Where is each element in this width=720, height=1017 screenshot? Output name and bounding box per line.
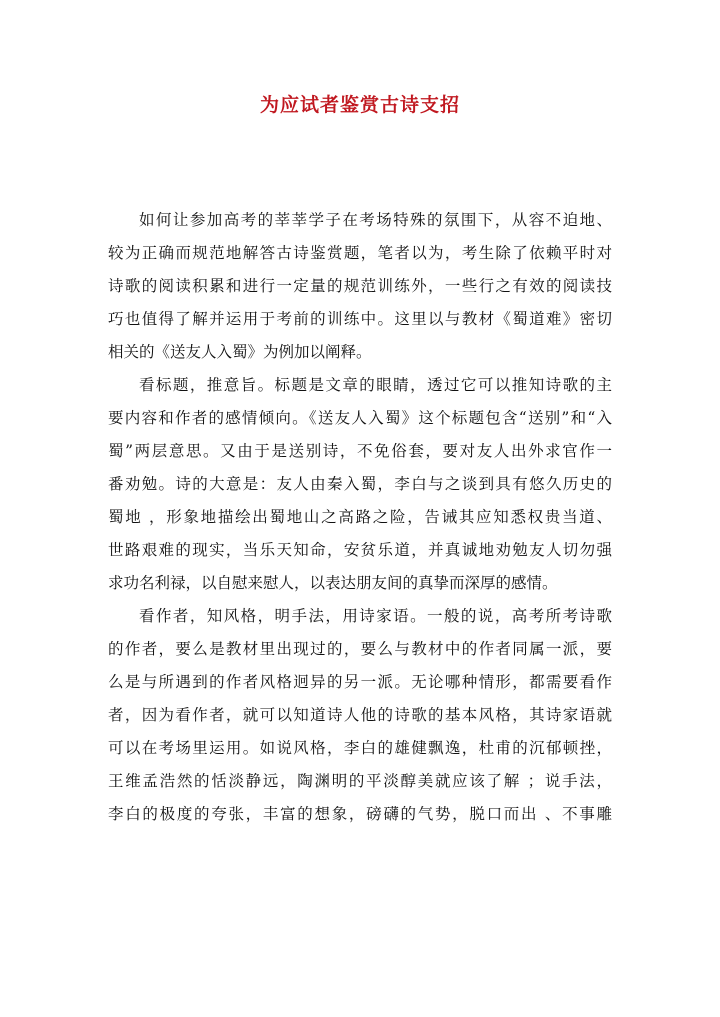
paragraph-1-line-3: 诗歌的阅读积累和进行一定量的规范训练外，一些行之有效的阅读技 xyxy=(108,277,612,295)
paragraph-3-line-7: 李白的极度的夸张，丰富的想象，磅礴的气势，脱口而出 、不事雕 xyxy=(108,805,612,823)
paragraph-3-line-1: 看作者，知风格，明手法，用诗家语。一般的说，高考所考诗歌 xyxy=(139,607,612,625)
paragraph-3-line-2: 的作者，要么是教材里出现过的，要么与教材中的作者同属一派，要 xyxy=(108,640,612,658)
paragraph-1-line-5: 相关的《送友人入蜀》为例加以阐释。 xyxy=(108,343,372,361)
paragraph-3-line-4: 者，因为看作者，就可以知道诗人他的诗歌的基本风格，其诗家语就 xyxy=(108,706,612,724)
paragraph-3-line-3: 么是与所遇到的作者风格迥异的另一派。无论哪种情形，都需要看作 xyxy=(108,673,612,691)
paragraph-2-line-2: 要内容和作者的感情倾向。《送友人入蜀》这个标题包含“送别”和“入 xyxy=(108,409,612,427)
document-title: 为应试者鉴赏古诗支招 xyxy=(259,94,460,116)
paragraph-3-line-6: 王维孟浩然的恬淡静远，陶渊明的平淡醇美就应该了解 ；说手法， xyxy=(108,772,612,790)
paragraph-1-line-4: 巧也值得了解并运用于考前的训练中。这里以与教材《蜀道难》密切 xyxy=(108,310,612,328)
paragraph-2-line-1: 看标题，推意旨。标题是文章的眼睛，透过它可以推知诗歌的主 xyxy=(139,376,612,394)
paragraph-1-line-1: 如何让参加高考的莘莘学子在考场特殊的氛围下，从容不迫地、 xyxy=(139,211,612,229)
paragraph-2-line-3: 蜀”两层意思。又由于是送别诗，不免俗套，要对友人出外求官作一 xyxy=(108,442,612,460)
paragraph-2-line-7: 求功名利禄，以自慰来慰人，以表达朋友间的真挚而深厚的感情。 xyxy=(108,574,558,592)
paragraph-2-line-5: 蜀地 ，形象地描绘出蜀地山之高路之险，告诫其应知悉权贵当道、 xyxy=(108,508,612,526)
paragraph-1-line-2: 较为正确而规范地解答古诗鉴赏题，笔者以为，考生除了依赖平时对 xyxy=(108,244,612,262)
paragraph-3-line-5: 可以在考场里运用。如说风格，李白的雄健飘逸，杜甫的沉郁顿挫， xyxy=(108,739,612,757)
document-body xyxy=(108,204,612,831)
paragraph-2-line-6: 世路艰难的现实，当乐天知命，安贫乐道，并真诚地劝勉友人切勿强 xyxy=(108,541,612,559)
paragraph-2-line-4: 番劝勉。诗的大意是：友人由秦入蜀，李白与之谈到具有悠久历史的 xyxy=(108,475,612,493)
